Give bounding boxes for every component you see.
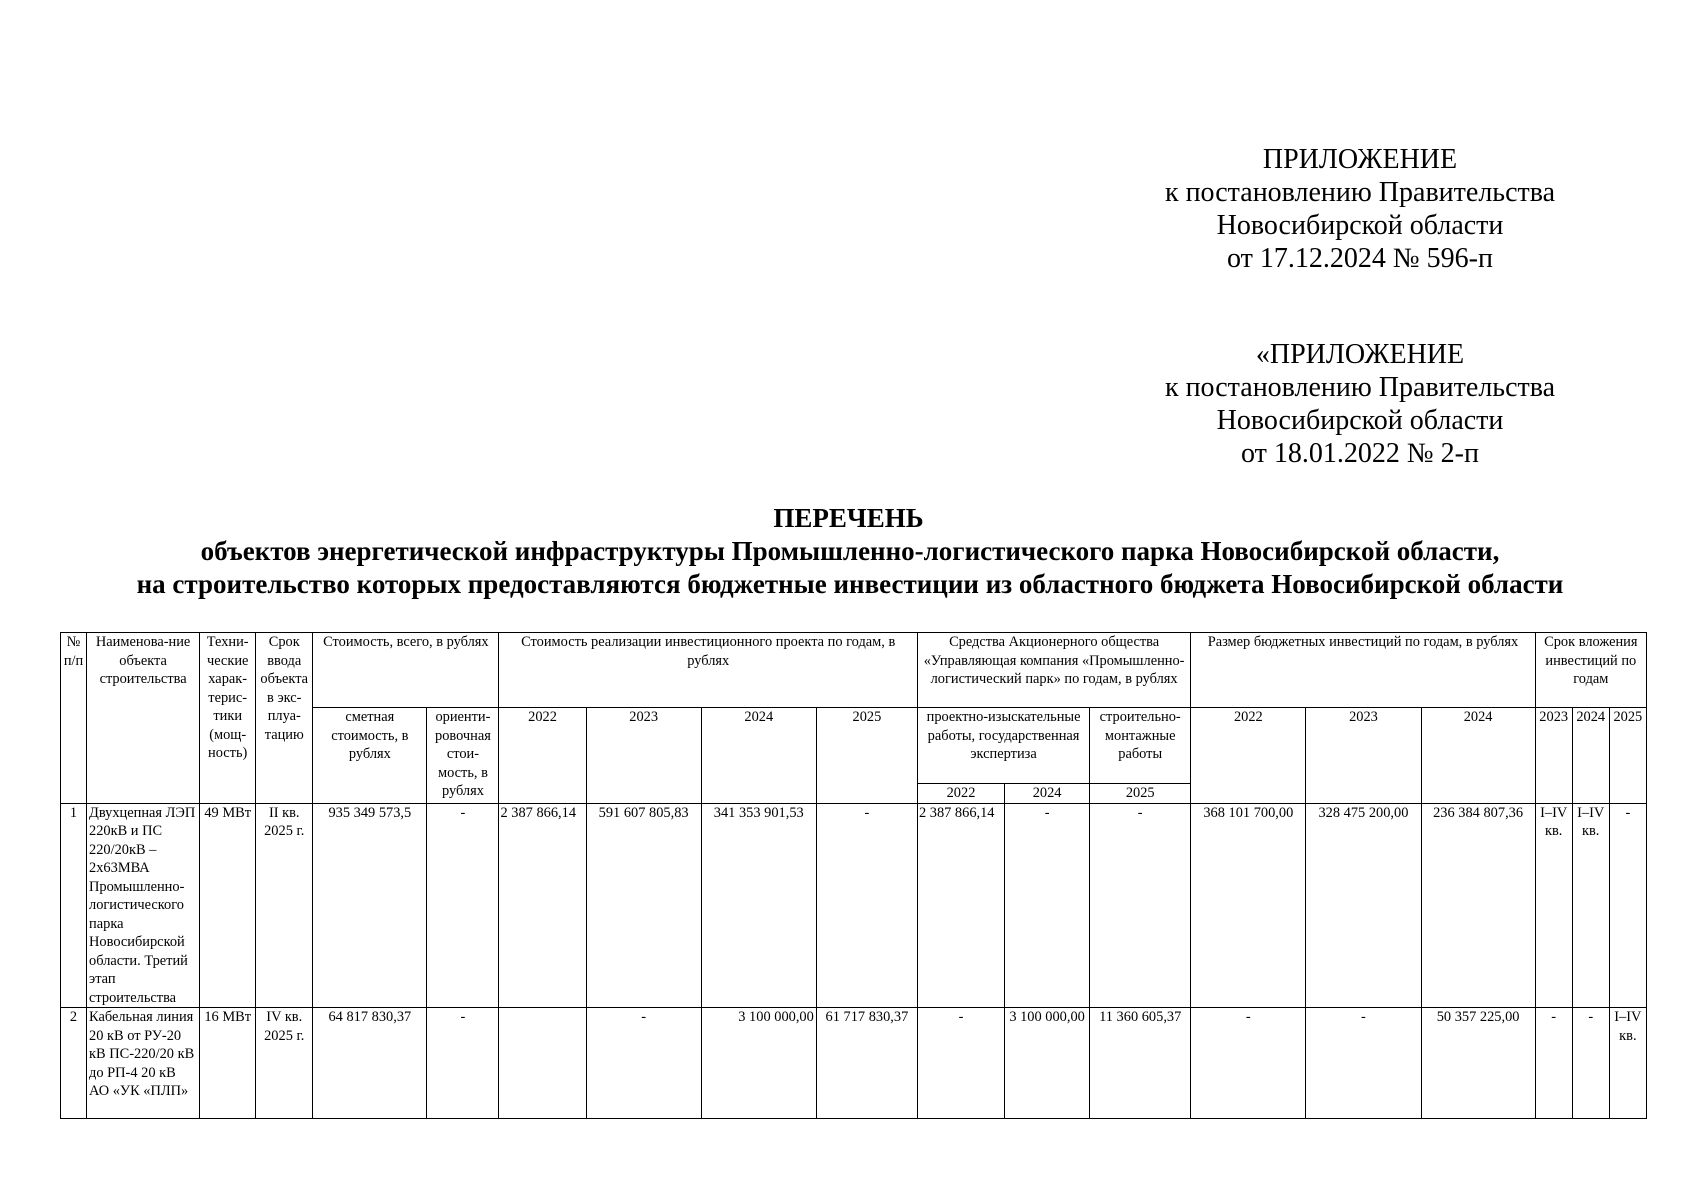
cell-project-2023: 591 607 805,83 [586, 803, 701, 1008]
appendix-date: от 17.12.2024 № 596-п [1227, 243, 1493, 274]
cell-tech: 49 МВт [200, 803, 256, 1008]
cell-term: II кв. 2025 г. [256, 803, 313, 1008]
header-year: 2024 [1005, 784, 1090, 804]
cell-num: 2 [61, 1008, 87, 1119]
cell-cost-estimate: 64 817 830,37 [313, 1008, 427, 1119]
cell-project-2023: - [586, 1008, 701, 1119]
objects-table [60, 632, 1647, 1119]
appendix-line: Новосибирской области [1216, 405, 1504, 436]
cell-company-2022: - [917, 1008, 1004, 1119]
cell-project-2022 [499, 1008, 586, 1119]
cell-project-2025: 61 717 830,37 [816, 1008, 917, 1119]
cell-budget-2023: 328 475 200,00 [1306, 803, 1421, 1008]
header-invest-term: Срок вложения инвестиций по годам [1535, 633, 1646, 708]
cell-budget-2023: - [1306, 1008, 1421, 1119]
header-construction-works: строительно-монтажные работы [1090, 708, 1191, 784]
cell-budget-2022: - [1191, 1008, 1306, 1119]
cell-project-2025: - [816, 803, 917, 1008]
appendix-title: ПРИЛОЖЕНИЕ [1262, 144, 1458, 175]
header-year: 2025 [816, 708, 917, 804]
appendix-original-block [1150, 338, 1570, 470]
cell-tech: 16 МВт [200, 1008, 256, 1119]
header-year: 2024 [1572, 708, 1609, 804]
header-year: 2024 [1421, 708, 1535, 804]
header-tech: Техни-ческие харак-терис-тики (мощ-ность) [200, 633, 256, 804]
cell-company-2024: 3 100 000,00 [1005, 1008, 1090, 1119]
header-cost-approx: ориенти-ровочная стои-мость, в рублях [427, 708, 499, 804]
cell-invest-2025: I–IV кв. [1609, 1008, 1646, 1119]
cell-invest-2024: I–IV кв. [1572, 803, 1609, 1008]
header-year: 2022 [917, 784, 1004, 804]
cell-project-2024: 341 353 901,53 [701, 803, 816, 1008]
cell-invest-2025: - [1609, 803, 1646, 1008]
document-subtitle: на строительство которых предоставляются бюджетные инвестиции из областного бюджета Новосибирской области [136, 569, 1564, 599]
header-cost-total: Стоимость, всего, в рублях [313, 633, 499, 708]
header-budget: Размер бюджетных инвестиций по годам, в рублях [1191, 633, 1535, 708]
cell-project-2024: 3 100 000,00 [701, 1008, 816, 1119]
appendix-line: к постановлению Правительства [1164, 372, 1556, 403]
cell-company-2025: 11 360 605,37 [1090, 1008, 1191, 1119]
header-company-funds: Средства Акционерного общества «Управляющая компания «Промышленно-логистический парк» по годам, в рублях [917, 633, 1190, 708]
header-year: 2025 [1090, 784, 1191, 804]
appendix-date: от 18.01.2022 № 2-п [1241, 438, 1479, 469]
cell-project-2022: 2 387 866,14 [499, 803, 586, 1008]
cell-num: 1 [61, 803, 87, 1008]
table-row [61, 1008, 1647, 1119]
header-year: 2023 [586, 708, 701, 804]
cell-invest-2023: I–IV кв. [1535, 803, 1572, 1008]
cell-cost-approx: - [427, 1008, 499, 1119]
header-project-cost: Стоимость реализации инвестиционного проекта по годам, в рублях [499, 633, 917, 708]
header-design-works: проектно-изыскательные работы, государственная экспертиза [917, 708, 1089, 784]
cell-company-2024: - [1005, 803, 1090, 1008]
table-row [61, 803, 1647, 1008]
cell-budget-2024: 236 384 807,36 [1421, 803, 1535, 1008]
appendix-line: к постановлению Правительства [1164, 177, 1556, 208]
header-year: 2023 [1306, 708, 1421, 804]
cell-name: Кабельная линия 20 кВ от РУ-20 кВ ПС-220/20 кВ до РП-4 20 кВ АО «УК «ПЛП» [87, 1008, 200, 1119]
document-subtitle: объектов энергетической инфраструктуры Промышленно-логистического парка Новосибирской области, [200, 536, 1500, 566]
header-num: № п/п [61, 633, 87, 804]
header-term: Срок ввода объекта в экс-плуа-тацию [256, 633, 313, 804]
appendix-current-block [1150, 143, 1570, 275]
header-year: 2022 [499, 708, 586, 804]
header-cost-estimate: сметная стоимость, в рублях [313, 708, 427, 804]
appendix-line: Новосибирской области [1216, 210, 1504, 241]
cell-cost-estimate: 935 349 573,5 [313, 803, 427, 1008]
cell-invest-2023: - [1535, 1008, 1572, 1119]
header-name: Наименова-ние объекта строительства [87, 633, 200, 804]
header-year: 2023 [1535, 708, 1572, 804]
header-year: 2024 [701, 708, 816, 804]
header-year: 2022 [1191, 708, 1306, 804]
document-title: ПЕРЕЧЕНЬ [773, 503, 924, 533]
cell-invest-2024: - [1572, 1008, 1609, 1119]
cell-budget-2024: 50 357 225,00 [1421, 1008, 1535, 1119]
cell-budget-2022: 368 101 700,00 [1191, 803, 1306, 1008]
cell-term: IV кв. 2025 г. [256, 1008, 313, 1119]
header-year: 2025 [1609, 708, 1646, 804]
appendix-title: «ПРИЛОЖЕНИЕ [1255, 339, 1465, 370]
cell-company-2025: - [1090, 803, 1191, 1008]
cell-company-2022: 2 387 866,14 [917, 803, 1004, 1008]
cell-cost-approx: - [427, 803, 499, 1008]
cell-name: Двухцепная ЛЭП 220кВ и ПС 220/20кВ – 2х63МВА Промышленно-логистического парка Новосибирской области. Третий этап строительства [87, 803, 200, 1008]
